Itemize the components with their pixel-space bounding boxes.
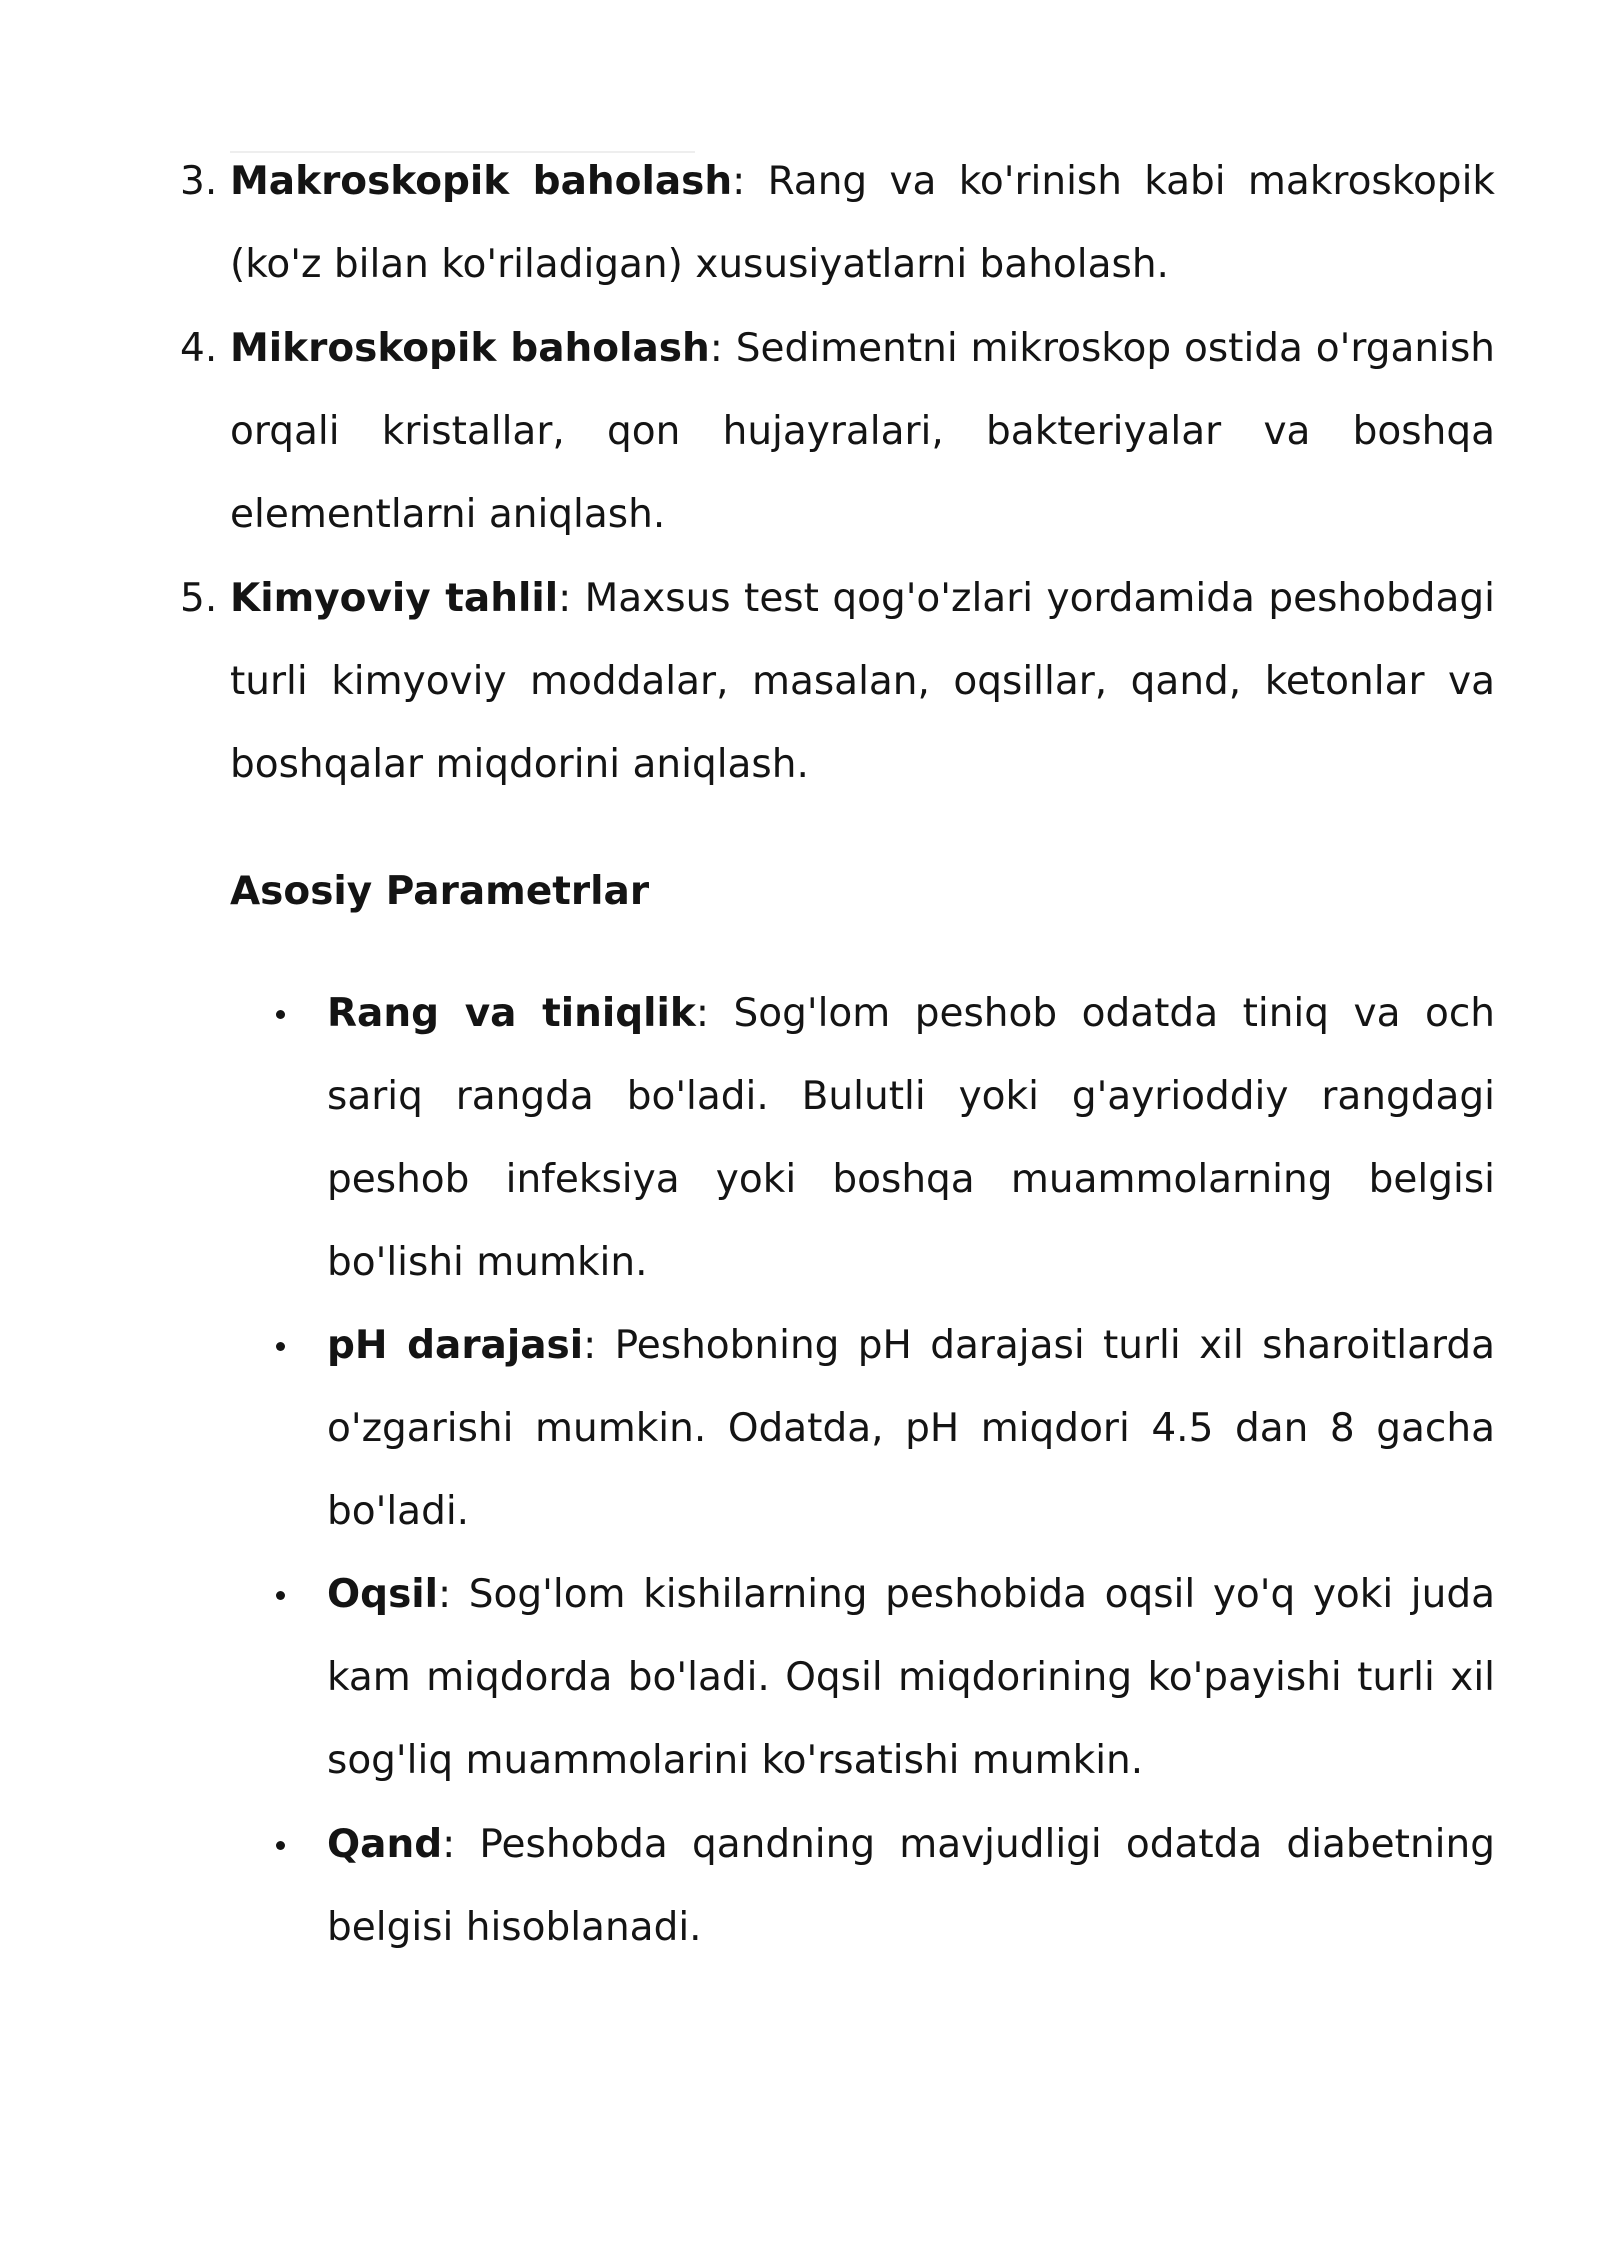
list-item-text [230, 307, 1495, 556]
item-term: Makroskopik baholash [230, 159, 733, 204]
list-item-text [327, 1553, 1495, 1802]
list-item-text [327, 972, 1495, 1304]
numbered-list-item [180, 140, 1495, 306]
list-item-text [327, 1304, 1495, 1553]
bullet-list-item [270, 1553, 1495, 1802]
list-number: 3. [180, 159, 218, 204]
bullet-list-item [270, 972, 1495, 1304]
item-description: : Peshobning pH darajasi turli xil sharoitlarda o'zgarishi mumkin. Odatda, pH miqdori 4.5 dan 8 gacha bo'ladi. [327, 1323, 1496, 1534]
bullet-list-item [270, 1803, 1495, 1969]
bullet-list-item [270, 1304, 1495, 1553]
item-description: : Rang va ko'rinish kabi makroskopik (ko'z bilan ko'riladigan) xususiyatlarni baholash. [230, 159, 1495, 287]
list-item-text [327, 1803, 1495, 1969]
list-item-text [230, 557, 1495, 806]
item-term: Mikroskopik baholash [230, 326, 710, 371]
numbered-list-item [180, 557, 1495, 806]
item-description: : Peshobda qandning mavjudligi odatda diabetning belgisi hisoblanadi. [327, 1822, 1495, 1950]
item-description: : Sog'lom kishilarning peshobida oqsil yo'q yoki juda kam miqdorda bo'ladi. Oqsil miqdorining ko'payishi turli xil sog'liq muammolarini ko'rsatishi mumkin. [327, 1572, 1495, 1783]
list-number: 4. [180, 326, 218, 371]
item-description: : Maxsus test qog'o'zlari yordamida peshobdagi turli kimyoviy moddalar, masalan, oqsillar, qand, ketonlar va boshqalar miqdorini aniqlash. [230, 576, 1495, 787]
item-term: Rang va tiniqlik [327, 991, 696, 1036]
item-term: pH darajasi [327, 1323, 584, 1368]
list-item-text [230, 140, 1495, 306]
numbered-list-item [180, 307, 1495, 556]
item-term: Kimyoviy tahlil [230, 576, 559, 621]
item-description: : Sog'lom peshob odatda tiniq va och sariq rangda bo'ladi. Bulutli yoki g'ayrioddiy rangdagi peshob infeksiya yoki boshqa muammolarning belgisi bo'lishi mumkin. [327, 991, 1495, 1285]
item-term: Qand [327, 1822, 443, 1867]
bullet-icon [276, 1591, 285, 1600]
bullet-icon [276, 1342, 285, 1351]
item-term: Oqsil [327, 1572, 439, 1617]
bullet-icon [276, 1010, 285, 1019]
list-number: 5. [180, 576, 218, 621]
bullet-icon [276, 1841, 285, 1850]
section-heading: Asosiy Parametrlar [230, 869, 650, 914]
item-description: : Sedimentni mikroskop ostida o'rganish orqali kristallar, qon hujayralari, bakteriyalar va boshqa elementlarni aniqlash. [230, 326, 1495, 537]
